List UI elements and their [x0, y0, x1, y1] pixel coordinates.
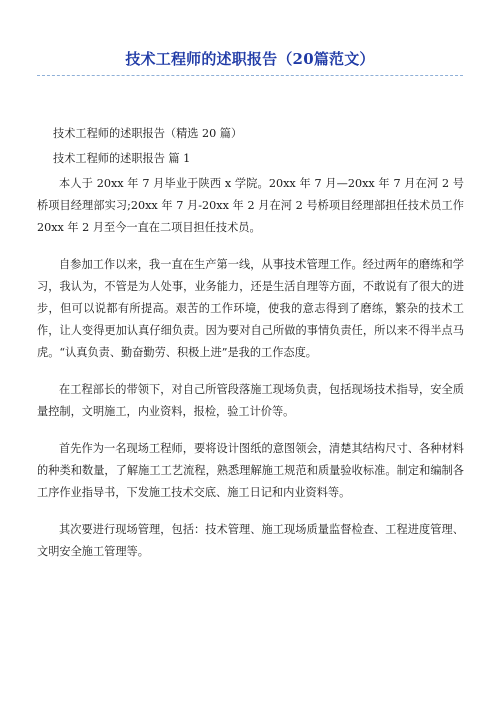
spacer: [37, 423, 464, 438]
paragraph-3: 在工程部长的带领下，对自己所管段落施工现场负责，包括现场技术指导，安全质量控制，文明施工，内业资料，报检，验工计价等。: [37, 383, 464, 418]
document-subtitle: 技术工程师的述职报告（精选 20 篇）: [53, 127, 243, 140]
document-title: 技术工程师的述职报告（20篇范文）: [125, 50, 375, 68]
paragraph-4: 首先作为一名现场工程师，要将设计图纸的意图领会，清楚其结构尺寸、各种材料的种类和数量，了解施工工艺流程，熟悉理解施工规范和质量验收标准。制定和编制各工序作业指导书，下发施工技术交底、施工日记和内业资料等。: [37, 442, 464, 499]
document-body: [37, 123, 464, 563]
paragraph-5: 其次要进行现场管理，包括：技术管理、施工现场质量监督检查、工程进度管理、文明安全施工管理等。: [37, 523, 464, 558]
paragraph-1: 本人于 20xx 年 7 月毕业于陕西 x 学院。20xx 年 7 月—20xx 年 7 月在河 2 号桥项目经理部实习;20xx 年 7 月-20xx 年 2 月在河 2 号桥项目经理部担任技术员工作 20xx 年 2 月至今一直在二项目担任技术员。: [37, 177, 464, 234]
spacer: [37, 504, 464, 519]
article-heading: 技术工程师的述职报告 篇 1: [53, 152, 191, 165]
spacer: [37, 364, 464, 379]
title-divider: [37, 75, 463, 76]
spacer: [37, 239, 464, 254]
paragraph-2: 自参加工作以来，我一直在生产第一线，从事技术管理工作。经过两年的磨练和学习，我认为，不管是为人处事，业务能力，还是生活自理等方面，不敢说有了很大的进步，但可以说都有所提高。艰苦的工作环境，使我的意志得到了磨练，繁杂的技术工作，让人变得更加认真仔细负责。因为要对自己所做的事情负责任，所以来不得半点马虎。“认真负责、勤奋勤劳、积极上进”是我的工作态度。: [37, 258, 464, 359]
